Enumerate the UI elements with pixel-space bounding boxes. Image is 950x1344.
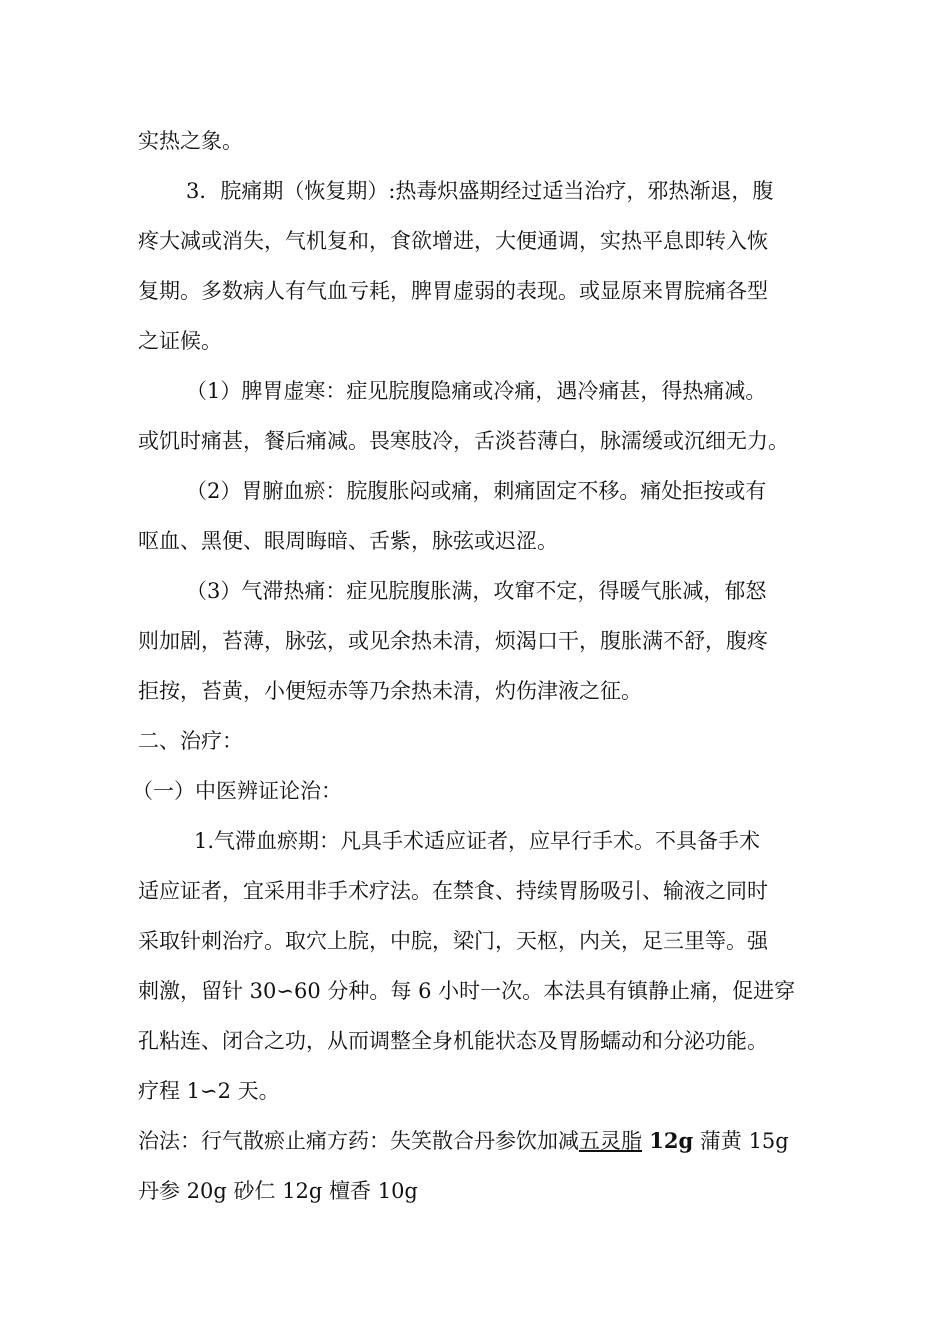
paragraph-line: 采取针刺治疗。取穴上脘，中脘，梁门，天枢，内关，足三里等。强	[138, 929, 768, 953]
subsection-heading: （一）中医辨证论治：	[132, 779, 342, 803]
paragraph-line: （3）气滞热痛：症见脘腹胀满，攻窜不定，得暖气胀减，郁怒	[186, 579, 767, 603]
prescription-line	[138, 1127, 789, 1155]
paragraph-line: 疼大减或消失，气机复和，食欲增进，大便通调，实热平息即转入恢	[138, 229, 768, 253]
paragraph-line: 呕血、黑便、眼周晦暗、舌紫，脉弦或迟涩。	[138, 529, 558, 553]
paragraph-line: 孔粘连、闭合之功，从而调整全身机能状态及胃肠蠕动和分泌功能。	[138, 1029, 768, 1053]
paragraph-line: 疗程 1∽2 天。	[138, 1079, 280, 1103]
prescription-prefix: 治法：行气散瘀止痛方药：失笑散合丹参饮加减	[138, 1129, 579, 1153]
herb-name-underlined: 五灵脂	[579, 1129, 642, 1153]
paragraph-line: 或饥时痛甚，餐后痛减。畏寒肢冷，舌淡苔薄白，脉濡缓或沉细无力。	[138, 429, 789, 453]
paragraph-line: 实热之象。	[138, 129, 243, 153]
prescription-line-2: 丹参 20g 砂仁 12g 檀香 10g	[138, 1179, 418, 1203]
paragraph-line: 之证候。	[138, 329, 222, 353]
section-heading: 二、治疗：	[138, 729, 243, 753]
paragraph-line: 拒按，苔黄，小便短赤等乃余热未清，灼伤津液之征。	[138, 679, 642, 703]
paragraph-line: （1）脾胃虚寒：症见脘腹隐痛或冷痛，遇冷痛甚，得热痛减。	[186, 379, 767, 403]
paragraph-line: 复期。多数病人有气血亏耗，脾胃虚弱的表现。或显原来胃脘痛各型	[138, 279, 768, 303]
paragraph-line: 适应证者，宜采用非手术疗法。在禁食、持续胃肠吸引、输液之同时	[138, 879, 768, 903]
paragraph-line: 刺激，留针 30∽60 分种。每 6 小时一次。本法具有镇静止痛，促进穿	[138, 979, 796, 1003]
paragraph-line: 3．脘痛期（恢复期）:热毒炽盛期经过适当治疗，邪热渐退，腹	[186, 179, 774, 203]
paragraph-line: （2）胃腑血瘀：脘腹胀闷或痛，刺痛固定不移。痛处拒按或有	[186, 479, 767, 503]
prescription-rest: 蒲黄 15g	[693, 1129, 789, 1153]
herb-dose-bold: 12g	[642, 1128, 694, 1153]
paragraph-line: 则加剧，苔薄，脉弦，或见余热未清，烦渴口干，腹胀满不舒，腹疼	[138, 629, 768, 653]
paragraph-line: 1.气滞血瘀期：凡具手术适应证者，应早行手术。不具备手术	[194, 829, 761, 853]
